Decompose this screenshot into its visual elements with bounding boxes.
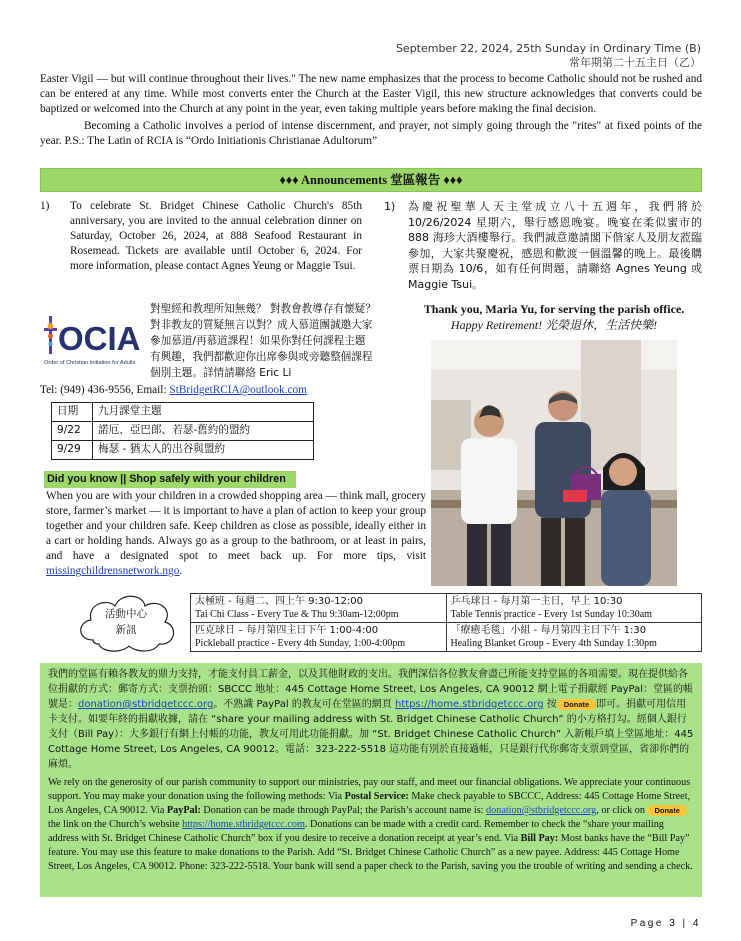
page-number: Page 3 | 4 [630, 918, 701, 929]
donation-en-text: Donation can be made through PayPal; the Parish’s account name is: [200, 804, 487, 816]
activity-center-cloud [71, 588, 181, 654]
bill-pay-label: Bill Pay: [520, 832, 559, 844]
announcement-english [40, 199, 362, 274]
retirement-photo-illustration [431, 340, 677, 586]
missing-children-link[interactable]: missingchildrensnetwork.ngo [46, 565, 180, 578]
table-row [191, 623, 702, 652]
activity-cn: 匹克球日 – 每月第四主日下午 1:00-4:00 [195, 625, 379, 636]
table-header-date: 日期 [52, 403, 93, 422]
activities-table [190, 593, 702, 652]
ocia-logo-text: OCIA [58, 320, 141, 357]
table-row [52, 440, 314, 459]
donation-english [48, 776, 694, 874]
donation-en-text: Make check payable to SBCCC, Address: 445 Cottage Home Street, Los Angeles, CA 90012. Via [48, 790, 691, 816]
parish-website-link[interactable]: https://home.stbridgetccc.org [394, 699, 544, 710]
table-header-topic: 九月課堂主題 [93, 403, 314, 422]
retirement-wish: Happy Retirement! 光榮退休，生活快樂! [450, 318, 658, 332]
table-cell-topic: 諾厄、亞巴郎、若瑟-舊約的盟約 [93, 421, 314, 440]
bulletin-date: September 22, 2024, 25th Sunday in Ordinary Time (B) [395, 42, 701, 55]
donation-email-link[interactable]: donation@stbridgetccc.org [78, 699, 214, 710]
activity-pickleball [191, 623, 447, 652]
rcia-description: 對聖經和教理所知無幾？ 對教會教導存有懷疑？對非教友的質疑無言以對？成人慕道團誠邀大家參加慕道/再慕道課程！如果你對任何課程主題有興趣，我們都歡迎你出席參與或旁聽整個課程個別主題。詳情請聯絡 Eric Li [150, 303, 376, 379]
paypal-label: PayPal: [166, 804, 201, 816]
donation-en-text: , or click on [596, 804, 648, 816]
activity-en: Pickleball practice - Every 4th Sunday, 1:00-4:00pm [195, 638, 406, 649]
did-you-know-text [46, 489, 426, 579]
activity-cn: 太極班 - 每週二、四上午 9:30-12:00 [195, 596, 364, 607]
activity-healing-blanket [446, 623, 702, 652]
activity-tai-chi [191, 594, 447, 623]
rcia-phone: Tel: (949) 436-9556, Email: [40, 384, 170, 396]
announcement-chinese [384, 199, 702, 293]
donation-section [40, 663, 702, 897]
ocia-logo [42, 312, 142, 370]
donate-button[interactable]: Donate [647, 805, 686, 816]
donate-button[interactable]: Donate [557, 699, 596, 710]
donation-en-text: . Donations can be made with a credit card. Remember to check the “share your mailing address with St. Bridget Chinese Catholic Church” box if you desire to receive a donation receipt at year’s end. Via [48, 818, 664, 844]
table-cell-topic: 梅瑟 - 猶太人的出谷與盟約 [93, 440, 314, 459]
announcement-number: 1) [40, 200, 50, 212]
person-right [601, 453, 651, 586]
table-cell-date: 9/29 [52, 440, 93, 459]
cloud-line-1: 活動中心 [105, 608, 147, 620]
activity-en: Healing Blanket Group - Every 4th Sunday 1:30pm [450, 638, 657, 649]
activity-en: Tai Chi Class - Every Tue & Thu 9:30am-12:00pm [195, 609, 399, 620]
donation-cn-text: 。不熟識 PayPal 的教友可在堂區的網頁 [213, 699, 395, 710]
did-you-know-end: . [179, 565, 183, 578]
intro-section [40, 72, 702, 149]
announcement-number: 1) [384, 200, 396, 213]
activity-cn: 「療癒毛毯」小組 - 每月第四主日下午 1:30 [450, 625, 647, 636]
did-you-know-body: When you are with your children in a crowded shopping area — think mall, grocery store, farmer’s market — it is important to have a plan of action to keep your group together and your children safe. Keep children as close as possible, ideally either in a cart or holding hands. Always go as a group to the bathroom, or at least in pairs, and have a designated spot to meet back up. For more tips, visit [46, 490, 426, 563]
thank-you-heading: Thank you, Maria Yu, for serving the parish office. [423, 302, 685, 316]
ocia-logo-subtitle: Order of Christian Initiation for Adults [44, 360, 136, 366]
postal-service-label: Postal Service: [344, 790, 409, 802]
table-row [52, 421, 314, 440]
table-cell-date: 9/22 [52, 421, 93, 440]
cross-icon [44, 316, 57, 354]
donation-chinese [48, 667, 694, 772]
announcement-text: 為慶祝聖華人天主堂成立八十五週年，我們將於10/26/2024 星期六，舉行感恩晚宴。晚宴在柔似蜜市的 888 海珍大酒樓舉行。我們誠意邀請閣下偕家人及朋友蒞臨參加，大家共聚慶祝，感恩和歡渡一個溫馨的晚上。最後購票日期為 10/6，如有任何問題，請聯絡 Agnes Yeung 或 Maggie Tsui。 [408, 200, 702, 292]
table-row [191, 594, 702, 623]
donation-cn-text: 即可。捐獻可用信用卡支付。如要年終的捐獻收據，請在 “share your mailing address with St. Bridget Chinese Catholic Church” 的小方格打勾。經個人銀行支付（Bill Pay）：大多銀行有網上付帳的功能，教友可用此功能捐獻。加 “St. Bridget Chinese Catholic Church” 入新帳戶填上堂區地址：445 Cottage Home Street, Los Angeles, CA 90012。電話：323-222-5518 這功能有別於直接過帳，只是銀行代你郵寄支票到堂區，省卻你們的麻煩。 [48, 699, 694, 770]
did-you-know-header: Did you know || Shop safely with your children [44, 471, 296, 488]
cloud-icon [71, 588, 181, 654]
intro-paragraph-1: Easter Vigil — but will continue throughout their lives." The new name emphasizes that the process to become Catholic should not be rushed and can be entered at any time. While most converts enter the Church at the Easter Vigil, this new structure acknowledges that converts could be baptized or welcomed into the Church at any point in the year, even taking multiple years before making the final decision. [40, 73, 702, 115]
activity-en: Table Tennis practice - Every 1st Sunday 10:30am [450, 609, 652, 620]
intro-paragraph-2: Becoming a Catholic involves a period of intense discernment, and prayer, not simply going through the "rites" at fixed points of the year. P.S.: The Latin of RCIA is “Ordo Initiationis Christianae Adultorum” [40, 119, 702, 147]
donation-cn-text: 按 [543, 699, 557, 710]
activity-cn: 乒乓球日 - 每月第一主日，早上 10:30 [450, 596, 623, 607]
retirement-photo [431, 340, 677, 586]
rcia-topics-table [51, 402, 314, 460]
rcia-contact [40, 383, 307, 398]
donation-en-text: Most banks have the “Bill Pay” feature. You may use this feature to make donations to the Parish. Add “St. Bridget Chinese Catholic Church” as a new payee. Address: 445 Cottage Home Street, Los Angeles, CA 90012. Phone: 323-222-5518. Your bank will send a paper check to the Parish, saving you the trouble of writing and sending a check. [48, 832, 693, 872]
announcement-text: To celebrate St. Bridget Chinese Catholic Church's 85th anniversary, you are invited to the annual celebration dinner on Saturday, October 26, 2024, at 888 Seafood Restaurant in Rosemead. Tickets are available until October 6, 2024. For more information, please contact Agnes Yeung or Maggie Tsui. [70, 200, 362, 272]
bulletin-date-chinese: 常年期第二十五主日（乙） [569, 56, 701, 69]
announcements-header: ♦♦♦ Announcements 堂區報告 ♦♦♦ [40, 168, 702, 192]
cloud-line-2: 新訊 [115, 624, 137, 636]
ocia-logo-graphic [42, 312, 142, 370]
donation-en-text: We rely on the generosity of our parish community to support our ministries, pay our staff, and meet our financial obligations. We appreciate your continuous support. You may make your donation using the following methods: Via [48, 777, 691, 802]
parish-website-link[interactable]: https://home.stbridgetccc.com [182, 818, 305, 830]
activity-table-tennis [446, 594, 702, 623]
donation-en-text: the link on the Church’s website [48, 818, 183, 830]
rcia-email-link[interactable]: StBridgetRCIA@outlook.com [169, 384, 307, 396]
table-header-row [52, 403, 314, 422]
donation-cn-text: 我們的堂區有賴各教友的鼎力支持，才能支付員工薪金，以及其他財政的支出。我們深信各位教友會盡己所能支持堂區的各項需要。現在提供給各位捐獻的方式：郵寄方式：支票抬頭：SBCCC 地址：445 Cottage Home Street, Los Angeles, CA 90012 網上電子捐獻經 PayPal：堂區的帳號是： [48, 669, 693, 710]
donation-email-link[interactable]: donation@stbridgetccc.org [486, 804, 597, 816]
